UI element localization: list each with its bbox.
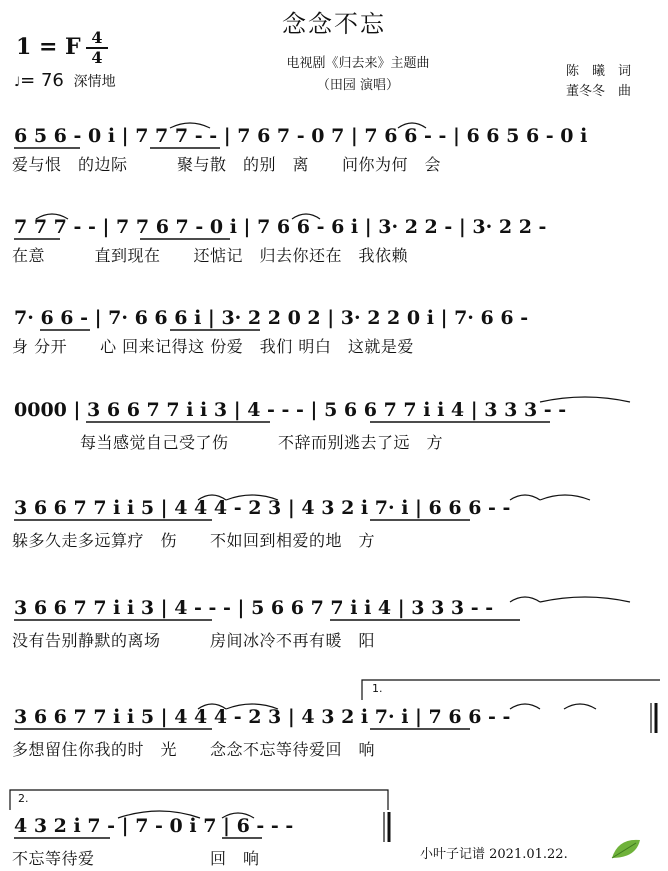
tempo-value: = 76 <box>20 70 64 91</box>
meter-bottom: 4 <box>91 48 103 67</box>
score-row-2: 7 7 7 - - | 7 7 6 7 - 0 i | 7 6 6 - 6 i | 3· 2 2 - | 3· 2 2 - <box>14 216 547 238</box>
score-row-1: 6 5 6 - 0 i | 7 7 7 - - | 7 6 7 - 0 7 | 7 6 6 - - | 6 6 5 6 - 0 i <box>14 125 588 147</box>
lyrics-line-4: 每当感觉自己受了伤 不辞而别逃去了远 方 <box>80 433 444 452</box>
composer-credit: 董冬冬 曲 <box>566 84 632 99</box>
lyrics-line-2: 在意 直到现在 还惦记 归去你还在 我依赖 <box>12 246 409 265</box>
lyrics-line-1: 爱与恨 的边际 聚与散 的别 离 问你为何 会 <box>12 155 442 174</box>
score-row-4: 0000 | 3 6 6 7 7 i i 3 | 4 - - - | 5 6 6 7 7 i i 4 | 3 3 3 - - <box>14 399 567 421</box>
lyrics-line-7: 多想留住你我的时 光 念念不忘等待爱回 响 <box>12 740 376 759</box>
lyrics-line-6: 没有告别静默的离场 房间冰冷不再有暖 阳 <box>12 631 376 650</box>
score-row-8: 4 3 2 i 7 - | 7 - 0 i 7 | 6 - - - <box>14 815 294 837</box>
lyricist-credit: 陈 曦 词 <box>566 64 632 79</box>
transcriber-credit: 小叶子记谱 2021.01.22. <box>420 847 568 862</box>
score-row-3: 7· 6 6 - | 7· 6 6 6 i | 3· 2 2 0 2 | 3· 2 2 0 i | 7· 6 6 - <box>14 307 529 329</box>
score-row-7: 3 6 6 7 7 i i 5 | 4 4 4 - 2 3 | 4 3 2 i 7· i | 7 6 6 - - <box>14 706 511 728</box>
key-signature: 1 = F <box>16 34 81 60</box>
score-row-6: 3 6 6 7 7 i i 3 | 4 - - - | 5 6 6 7 7 i i 4 | 3 3 3 - - <box>14 597 494 619</box>
subtitle: 电视剧《归去来》主题曲 <box>286 56 430 71</box>
meter-top: 4 <box>91 28 103 47</box>
singer-credit: （田园 演唱） <box>316 78 400 93</box>
volta-2-label: 2. <box>18 792 29 805</box>
song-title: 念念不忘 <box>282 10 386 38</box>
score-row-5: 3 6 6 7 7 i i 5 | 4 4 4 - 2 3 | 4 3 2 i 7· i | 6 6 6 - - <box>14 497 511 519</box>
quarter-note-icon: ♩ <box>14 75 21 90</box>
lyrics-line-3: 身 分开 心 回来记得这 份爱 我们 明白 这就是爱 <box>12 337 414 356</box>
leaf-icon <box>612 840 640 858</box>
volta-1-label: 1. <box>372 682 383 695</box>
expression-marking: 深情地 <box>73 74 116 90</box>
lyrics-line-8: 不忘等待爱 回 响 <box>12 849 260 868</box>
lyrics-line-5: 躲多久走多远算疗 伤 不如回到相爱的地 方 <box>12 531 376 550</box>
